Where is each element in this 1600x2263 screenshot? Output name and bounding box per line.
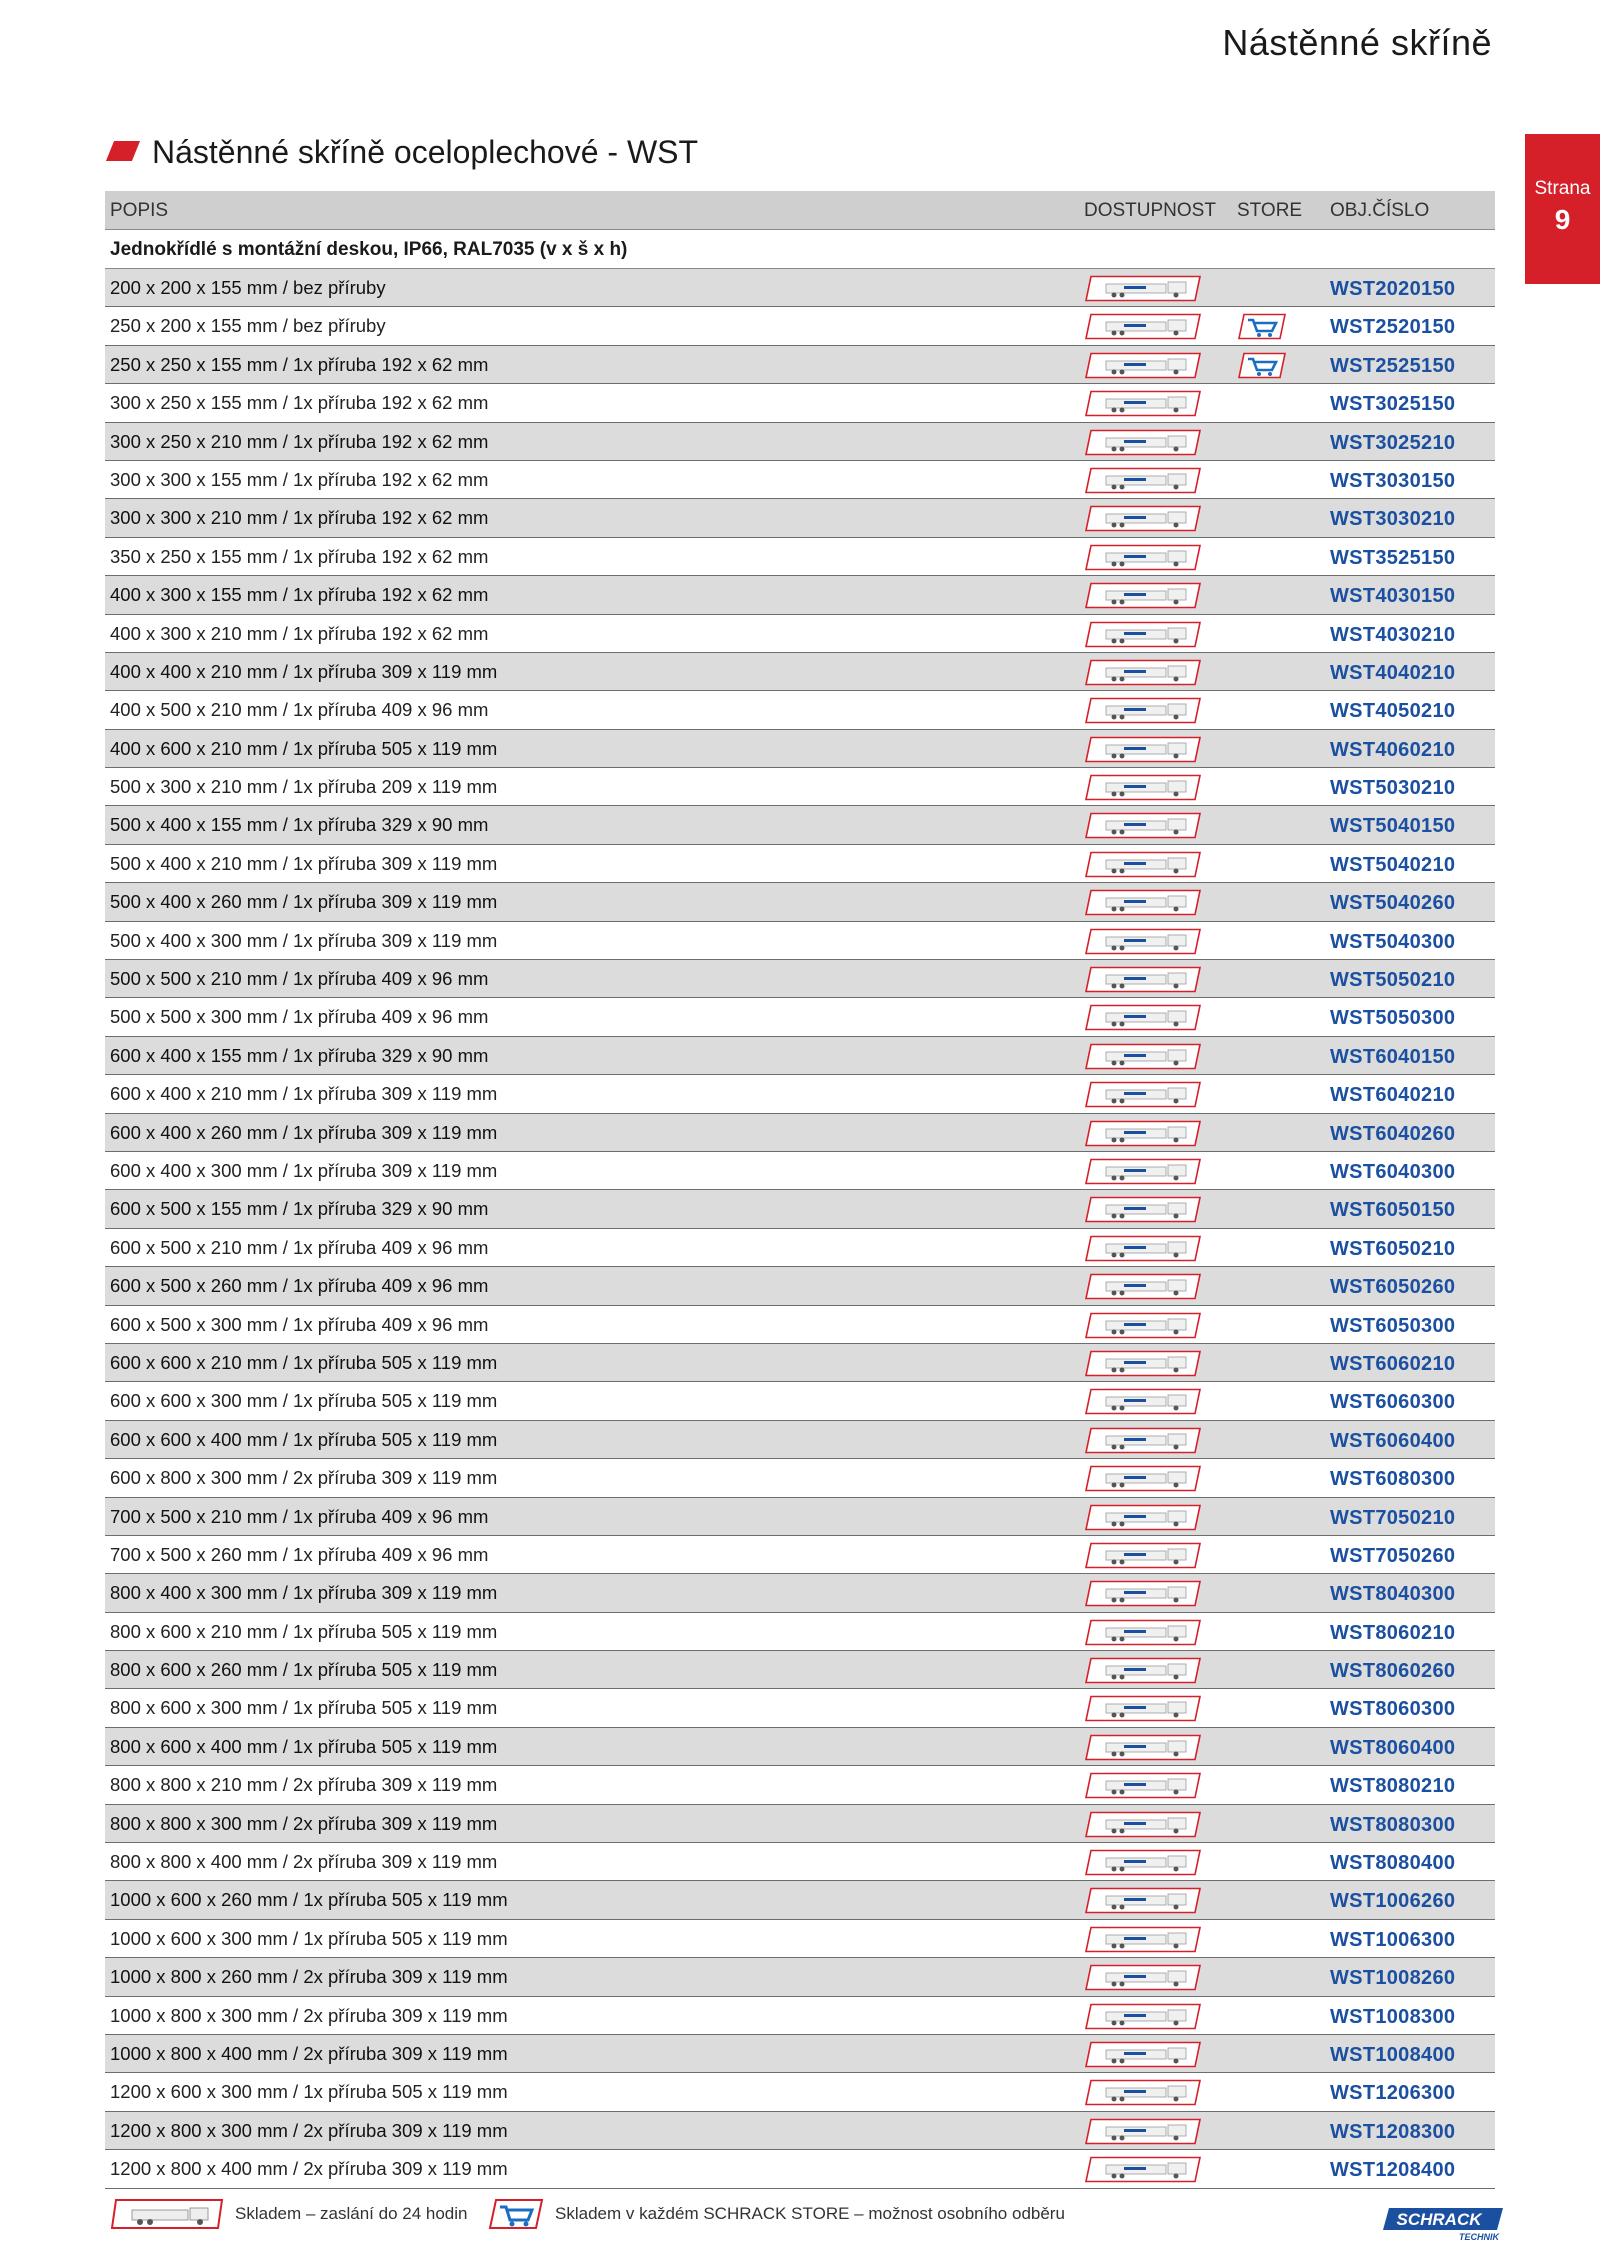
table-row[interactable] (105, 653, 1495, 691)
order-number-link[interactable]: WST1008300 (1330, 2005, 1456, 2028)
table-row[interactable] (105, 998, 1495, 1036)
table-row[interactable] (105, 1574, 1495, 1612)
order-number-link[interactable]: WST4030210 (1330, 623, 1456, 646)
row-description: 400 x 400 x 210 mm / 1x příruba 309 x 119 mm (110, 660, 498, 682)
availability-truck-icon (1084, 2118, 1202, 2145)
schrack-logo (1375, 2208, 1503, 2242)
table-row[interactable] (105, 615, 1495, 653)
order-number-link[interactable]: WST6050210 (1330, 1237, 1456, 1260)
row-description: 600 x 500 x 210 mm / 1x příruba 409 x 96 mm (110, 1236, 489, 1258)
table-row[interactable] (105, 576, 1495, 614)
row-description: 600 x 500 x 155 mm / 1x příruba 329 x 90 mm (110, 1198, 489, 1220)
availability-truck-icon (1084, 1772, 1202, 1799)
table-row[interactable] (105, 1229, 1495, 1267)
row-description: 1000 x 800 x 300 mm / 2x příruba 309 x 119 mm (110, 2004, 508, 2026)
row-description: 600 x 400 x 155 mm / 1x příruba 329 x 90 mm (110, 1044, 489, 1066)
store-cart-icon (1237, 352, 1287, 379)
table-row[interactable] (105, 1152, 1495, 1190)
table-header (105, 191, 1495, 230)
order-number-link[interactable]: WST4060210 (1330, 738, 1456, 761)
column-header-availability: DOSTUPNOST (1084, 200, 1216, 221)
availability-truck-icon (1084, 1619, 1202, 1646)
availability-truck-icon (1084, 1542, 1202, 1569)
order-number-link[interactable]: WST6040300 (1330, 1160, 1456, 1183)
row-description: 600 x 500 x 260 mm / 1x příruba 409 x 96 mm (110, 1275, 489, 1297)
table-row[interactable] (105, 1075, 1495, 1113)
table-row[interactable] (105, 1536, 1495, 1574)
order-number-link[interactable]: WST4030150 (1330, 585, 1456, 608)
table-row[interactable] (105, 1344, 1495, 1382)
row-description: 500 x 400 x 210 mm / 1x příruba 309 x 119 mm (110, 852, 498, 874)
order-number-link[interactable]: WST6040150 (1330, 1045, 1456, 1068)
table-row[interactable] (105, 1613, 1495, 1651)
order-number-link[interactable]: WST5050300 (1330, 1007, 1456, 1030)
table-row[interactable] (105, 1114, 1495, 1152)
availability-truck-icon (1084, 2041, 1202, 2068)
order-number-link[interactable]: WST1006300 (1330, 1928, 1456, 1951)
table-row[interactable] (105, 1037, 1495, 1075)
table-row[interactable] (105, 461, 1495, 499)
section-marker-icon (106, 141, 140, 161)
row-description: 600 x 600 x 210 mm / 1x příruba 505 x 119 mm (110, 1351, 498, 1373)
order-number-link[interactable]: WST2525150 (1330, 354, 1456, 377)
row-description: 400 x 300 x 210 mm / 1x příruba 192 x 62 mm (110, 622, 489, 644)
order-number-link[interactable]: WST8060400 (1330, 1736, 1456, 1759)
page-tab-label: Strana (1534, 178, 1591, 199)
table-row[interactable] (105, 1459, 1495, 1497)
availability-truck-icon (1084, 275, 1202, 302)
availability-truck-icon (1084, 2079, 1202, 2106)
table-row[interactable] (105, 2150, 1495, 2188)
product-table (105, 191, 1495, 2189)
order-number-link[interactable]: WST4050210 (1330, 700, 1456, 723)
order-number-link[interactable]: WST6040260 (1330, 1122, 1456, 1145)
availability-truck-icon (1084, 1312, 1202, 1339)
row-description: 800 x 600 x 260 mm / 1x příruba 505 x 119 mm (110, 1659, 498, 1681)
table-row[interactable] (105, 730, 1495, 768)
order-number-link[interactable]: WST1208300 (1330, 2120, 1456, 2143)
table-row[interactable] (105, 2112, 1495, 2150)
row-description: 700 x 500 x 260 mm / 1x příruba 409 x 96 mm (110, 1543, 489, 1565)
availability-truck-icon (1084, 390, 1202, 417)
order-number-link[interactable]: WST5050210 (1330, 969, 1456, 992)
order-number-link[interactable]: WST1006260 (1330, 1890, 1456, 1913)
row-description: 200 x 200 x 155 mm / bez příruby (110, 277, 386, 298)
store-cart-icon (488, 2198, 544, 2235)
order-number-link[interactable]: WST6050300 (1330, 1314, 1456, 1337)
table-row[interactable] (105, 960, 1495, 998)
row-description: 400 x 500 x 210 mm / 1x příruba 409 x 96 mm (110, 699, 489, 721)
availability-truck-icon (1084, 1004, 1202, 1031)
order-number-link[interactable]: WST1206300 (1330, 2082, 1456, 2105)
row-description: 300 x 250 x 155 mm / 1x příruba 192 x 62 mm (110, 392, 489, 414)
order-number-link[interactable]: WST8080400 (1330, 1852, 1456, 1875)
table-row[interactable] (105, 922, 1495, 960)
order-number-link[interactable]: WST8080300 (1330, 1813, 1456, 1836)
availability-truck-icon (1084, 1580, 1202, 1607)
order-number-link[interactable]: WST8060300 (1330, 1698, 1456, 1721)
order-number-link[interactable]: WST1008260 (1330, 1967, 1456, 1990)
row-description: 250 x 250 x 155 mm / 1x příruba 192 x 62 mm (110, 353, 489, 375)
row-description: 500 x 400 x 300 mm / 1x příruba 309 x 119 mm (110, 929, 498, 951)
availability-truck-icon (1084, 1465, 1202, 1492)
column-header-desc: POPIS (110, 200, 169, 221)
availability-truck-icon (1084, 2003, 1202, 2030)
row-description: 300 x 300 x 155 mm / 1x příruba 192 x 62 mm (110, 468, 489, 490)
group-heading-text: Jednokřídlé s montážní deskou, IP66, RAL7035 (v x š x h) (110, 239, 628, 260)
column-header-order-number: OBJ.ČÍSLO (1330, 200, 1430, 221)
availability-truck-icon (1084, 1926, 1202, 1953)
availability-truck-icon (1084, 1964, 1202, 1991)
availability-truck-icon (1084, 697, 1202, 724)
availability-truck-icon (1084, 736, 1202, 763)
table-row[interactable] (105, 1728, 1495, 1766)
table-row[interactable] (105, 1689, 1495, 1727)
row-description: 1200 x 800 x 300 mm / 2x příruba 309 x 119 mm (110, 2119, 508, 2141)
availability-truck-icon (1084, 505, 1202, 532)
table-row[interactable] (105, 1306, 1495, 1344)
availability-truck-icon (1084, 429, 1202, 456)
row-description: 800 x 800 x 400 mm / 2x příruba 309 x 119 mm (110, 1851, 498, 1873)
order-number-link[interactable]: WST3025210 (1330, 431, 1456, 454)
availability-truck-icon (1084, 1811, 1202, 1838)
availability-truck-icon (1084, 1427, 1202, 1454)
order-number-link[interactable]: WST5040300 (1330, 930, 1456, 953)
table-row[interactable] (105, 1958, 1495, 1996)
order-number-link[interactable]: WST6040210 (1330, 1084, 1456, 1107)
section-title (110, 134, 698, 171)
row-description: 600 x 600 x 300 mm / 1x příruba 505 x 119 mm (110, 1390, 498, 1412)
row-description: 1200 x 800 x 400 mm / 2x příruba 309 x 119 mm (110, 2158, 508, 2180)
availability-truck-icon (1084, 621, 1202, 648)
availability-truck-icon (1084, 1504, 1202, 1531)
availability-truck-icon (1084, 1158, 1202, 1185)
table-row[interactable] (105, 384, 1495, 422)
table-row[interactable] (105, 1843, 1495, 1881)
table-row[interactable] (105, 1766, 1495, 1804)
availability-truck-icon (1084, 1120, 1202, 1147)
row-description: 1000 x 600 x 260 mm / 1x příruba 505 x 119 mm (110, 1889, 508, 1911)
table-row[interactable] (105, 1881, 1495, 1919)
row-description: 250 x 200 x 155 mm / bez příruby (110, 315, 386, 337)
row-description: 800 x 800 x 210 mm / 2x příruba 309 x 119 mm (110, 1774, 498, 1796)
availability-truck-icon (1084, 1273, 1202, 1300)
row-description: 600 x 400 x 210 mm / 1x příruba 309 x 119 mm (110, 1083, 498, 1105)
availability-truck-icon (1084, 1657, 1202, 1684)
availability-truck-icon (1084, 313, 1202, 340)
order-number-link[interactable]: WST7050210 (1330, 1506, 1456, 1529)
order-number-link[interactable]: WST3025150 (1330, 393, 1456, 416)
order-number-link[interactable]: WST5030210 (1330, 777, 1456, 800)
table-body (105, 269, 1495, 2189)
order-number-link[interactable]: WST4040210 (1330, 661, 1456, 684)
table-row[interactable] (105, 2035, 1495, 2073)
availability-truck-icon (1084, 928, 1202, 955)
table-row[interactable] (105, 845, 1495, 883)
page-number-tab[interactable] (1525, 134, 1600, 284)
availability-truck-icon (1084, 1196, 1202, 1223)
table-row[interactable] (105, 538, 1495, 576)
availability-truck-icon (1084, 659, 1202, 686)
row-description: 500 x 400 x 155 mm / 1x příruba 329 x 90 mm (110, 814, 489, 836)
row-description: 600 x 400 x 260 mm / 1x příruba 309 x 119 mm (110, 1121, 498, 1143)
availability-truck-icon (1084, 544, 1202, 571)
availability-truck-icon (1084, 812, 1202, 839)
order-number-link[interactable]: WST5040210 (1330, 853, 1456, 876)
table-row[interactable] (105, 1498, 1495, 1536)
table-row[interactable] (105, 2073, 1495, 2111)
availability-truck-icon (1084, 889, 1202, 916)
availability-truck-icon (1084, 1235, 1202, 1262)
row-description: 600 x 800 x 300 mm / 2x příruba 309 x 119 mm (110, 1467, 498, 1489)
row-description: 500 x 500 x 300 mm / 1x příruba 409 x 96 mm (110, 1006, 489, 1028)
order-number-link[interactable]: WST5040150 (1330, 815, 1456, 838)
availability-truck-icon (1084, 352, 1202, 379)
order-number-link[interactable]: WST6050150 (1330, 1199, 1456, 1222)
table-row[interactable] (105, 1421, 1495, 1459)
availability-truck-icon (1084, 582, 1202, 609)
table-row[interactable] (105, 1805, 1495, 1843)
row-description: 800 x 800 x 300 mm / 2x příruba 309 x 119 mm (110, 1812, 498, 1834)
order-number-link[interactable]: WST6050260 (1330, 1276, 1456, 1299)
legend-truck-text: Skladem – zaslání do 24 hodin (235, 2204, 468, 2223)
row-description: 600 x 500 x 300 mm / 1x příruba 409 x 96 mm (110, 1313, 489, 1335)
order-number-link[interactable]: WST2020150 (1330, 278, 1456, 300)
availability-truck-icon (1084, 1695, 1202, 1722)
availability-truck-icon (1084, 1043, 1202, 1070)
row-description: 1000 x 600 x 300 mm / 1x příruba 505 x 119 mm (110, 1927, 508, 1949)
table-row[interactable] (105, 1382, 1495, 1420)
row-description: 800 x 600 x 210 mm / 1x příruba 505 x 119 mm (110, 1620, 498, 1642)
order-number-link[interactable]: WST6060210 (1330, 1352, 1456, 1375)
table-row[interactable] (105, 307, 1495, 345)
group-heading (105, 230, 1495, 269)
order-number-link[interactable]: WST3030150 (1330, 469, 1456, 492)
table-row[interactable] (105, 1651, 1495, 1689)
table-row[interactable] (105, 423, 1495, 461)
order-number-link[interactable]: WST8060260 (1330, 1660, 1456, 1683)
row-description: 600 x 400 x 300 mm / 1x příruba 309 x 119 mm (110, 1159, 498, 1181)
row-description: 300 x 300 x 210 mm / 1x příruba 192 x 62 mm (110, 507, 489, 529)
order-number-link[interactable]: WST3525150 (1330, 546, 1456, 569)
section-title-text: Nástěnné skříně oceloplechové - WST (152, 134, 699, 170)
order-number-link[interactable]: WST8060210 (1330, 1621, 1456, 1644)
availability-truck-icon (1084, 1081, 1202, 1108)
order-number-link[interactable]: WST7050260 (1330, 1544, 1456, 1567)
page-header-title: Nástěnné skříně (1222, 22, 1492, 63)
availability-truck-icon (1084, 774, 1202, 801)
row-description: 800 x 600 x 400 mm / 1x příruba 505 x 119 mm (110, 1735, 498, 1757)
availability-truck-icon (1084, 1887, 1202, 1914)
row-description: 400 x 600 x 210 mm / 1x příruba 505 x 119 mm (110, 737, 498, 759)
order-number-link[interactable]: WST1008400 (1330, 2043, 1456, 2066)
availability-truck-icon (1084, 1350, 1202, 1377)
availability-truck-icon (1084, 467, 1202, 494)
order-number-link[interactable]: WST6060300 (1330, 1391, 1456, 1414)
availability-truck-icon (1084, 966, 1202, 993)
order-number-link[interactable]: WST6060400 (1330, 1429, 1456, 1452)
row-description: 300 x 250 x 210 mm / 1x příruba 192 x 62 mm (110, 430, 489, 452)
row-description: 600 x 600 x 400 mm / 1x příruba 505 x 119 mm (110, 1428, 498, 1450)
row-description: 800 x 400 x 300 mm / 1x příruba 309 x 119 mm (110, 1582, 498, 1604)
order-number-link[interactable]: WST6080300 (1330, 1468, 1456, 1491)
availability-truck-icon (1084, 851, 1202, 878)
row-description: 1200 x 600 x 300 mm / 1x příruba 505 x 119 mm (110, 2081, 508, 2103)
table-row[interactable] (105, 1997, 1495, 2035)
table-row[interactable] (105, 1190, 1495, 1228)
table-row[interactable] (105, 1920, 1495, 1958)
order-number-link[interactable]: WST5040260 (1330, 892, 1456, 915)
row-description: 500 x 300 x 210 mm / 1x příruba 209 x 119 mm (110, 776, 498, 798)
table-row[interactable] (105, 768, 1495, 806)
row-description: 350 x 250 x 155 mm / 1x příruba 192 x 62 mm (110, 545, 489, 567)
table-row[interactable] (105, 499, 1495, 537)
row-description: 800 x 600 x 300 mm / 1x příruba 505 x 119 mm (110, 1697, 498, 1719)
order-number-link[interactable]: WST8080210 (1330, 1775, 1456, 1798)
row-description: 500 x 500 x 210 mm / 1x příruba 409 x 96 mm (110, 968, 489, 990)
availability-truck-icon (1084, 1734, 1202, 1761)
availability-truck-icon (1084, 1849, 1202, 1876)
store-cart-icon (1237, 313, 1287, 340)
row-description: 700 x 500 x 210 mm / 1x příruba 409 x 96 mm (110, 1505, 489, 1527)
row-description: 400 x 300 x 155 mm / 1x příruba 192 x 62 mm (110, 584, 489, 606)
availability-truck-icon (1084, 1388, 1202, 1415)
logo-brand-text: SCHRACK (1396, 2210, 1482, 2229)
legend-store-text: Skladem v každém SCHRACK STORE – možnost osobního odběru (555, 2204, 1065, 2223)
table-row[interactable] (105, 346, 1495, 384)
order-number-link[interactable]: WST8040300 (1330, 1583, 1456, 1606)
row-description: 1000 x 800 x 260 mm / 2x příruba 309 x 119 mm (110, 1966, 508, 1988)
order-number-link[interactable]: WST2520150 (1330, 316, 1456, 339)
table-row[interactable] (105, 691, 1495, 729)
table-row[interactable] (105, 269, 1495, 307)
table-row[interactable] (105, 883, 1495, 921)
availability-truck-icon (1084, 2156, 1202, 2183)
page-tab-number: 9 (1554, 204, 1571, 235)
row-description: 500 x 400 x 260 mm / 1x příruba 309 x 119 mm (110, 891, 498, 913)
order-number-link[interactable]: WST1208400 (1330, 2159, 1456, 2182)
table-row[interactable] (105, 806, 1495, 844)
row-description: 1000 x 800 x 400 mm / 2x příruba 309 x 119 mm (110, 2042, 508, 2064)
order-number-link[interactable]: WST3030210 (1330, 508, 1456, 531)
column-header-store: STORE (1237, 200, 1303, 221)
logo-sub-text: TECHNIK (1459, 2232, 1499, 2242)
truck-icon (110, 2198, 224, 2235)
table-row[interactable] (105, 1267, 1495, 1305)
